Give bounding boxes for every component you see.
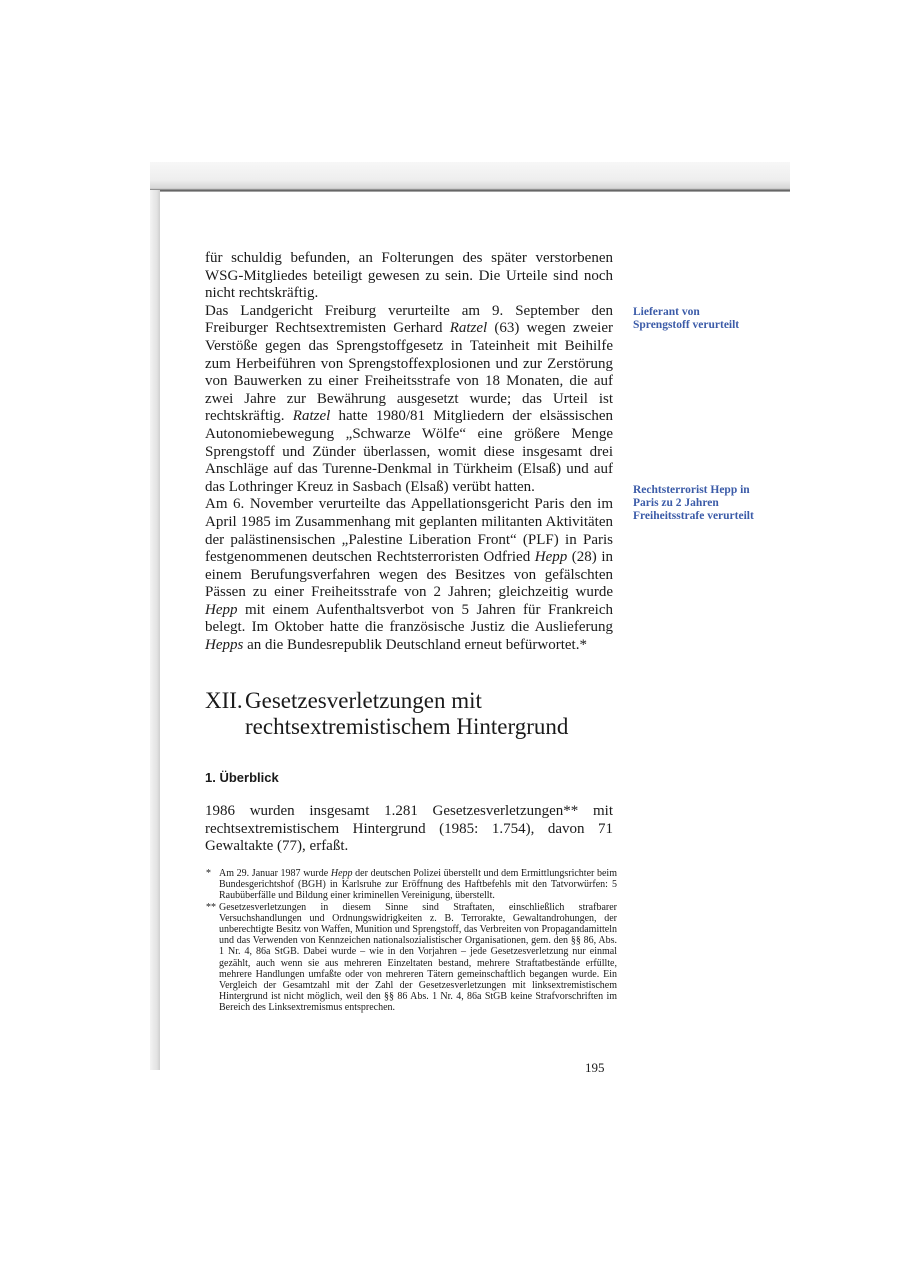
page-number: 195 bbox=[585, 1060, 605, 1075]
text-run: Am 29. Januar 1987 wurde bbox=[219, 868, 331, 879]
person-name: Hepp bbox=[205, 601, 238, 618]
margin-note-hepp-paris: Rechtsterrorist Hepp in Paris zu 2 Jahren Freiheitsstrafe verurteilt bbox=[633, 484, 754, 522]
footnote-marker: * bbox=[206, 868, 211, 879]
section-title: Gesetzesverletzungen mit rechtsextremistischem Hintergrund bbox=[245, 688, 569, 739]
text-run: hatte 1980/81 Mitgliedern der elsässischen Autonomiebewegung „Schwarze Wölfe“ eine größere Menge Sprengstoff und Zünder überlassen, womit diese insgesamt drei Anschläge auf das Turenne-Denkmal in Türkheim (Elsaß) und auf das Lothringer Kreuz in Sasbach (Elsaß) verübt hatten. bbox=[205, 408, 613, 495]
text-run: (63) wegen zweier Verstöße gegen das Sprengstoffgesetz in Tateinheit mit Beihilfe zum Herbeiführen von Sprengstoffexplosionen und zur Zerstörung von Bauwerken zu einer Freiheitsstrafe von 18 Monaten, die auf zwei Jahre zur Bewährung ausgesetzt wurde; das Urteil ist rechtskräftig. bbox=[205, 320, 613, 425]
text-run: der deutschen Polizei überstellt und dem Ermittlungsrichter beim Bundesgerichtshof (BGH) in Karlsruhe zur Eröffnung des Haftbefehls mit den Tatvorwürfen: 5 Raubüberfälle und Bildung einer kriminellen Vereinigung, überstellt. bbox=[219, 868, 617, 902]
text-run: Gesetzesverletzungen in diesem Sinne sind Straftaten, einschließlich strafbarer Versuchshandlungen und Ordnungswidrigkeiten z. B. Terrorakte, Gewaltandrohungen, der unberechtigte Besitz von Waffen, Munition und Sprengstoff, das Verbreiten von Propagandamitteln und das Verwenden von Kennzeichen nationalsozialistischer Organisationen, gem. den §§ 86, Abs. 1 Nr. 4, 86a StGB. Dabei wurde – wie in den Vorjahren – jede Gesetzesverletzung nur einmal gezählt, auch wenn sie aus mehreren Einzeltaten bestand, mehrere Straftatbestände erfüllte, mehrere Handlungen umfaßte oder von mehreren Tätern gemeinschaftlich begangen wurde. Ein Vergleich der Gesamtzahl mit der Zahl der Gesetzesverletzungen mit linksextremistischem Hintergrund ist nicht möglich, weil den §§ 86 Abs. 1 Nr. 4, 86a StGB keine Strafvorschriften im Bereich des Linksextremismus entsprechen. bbox=[219, 901, 617, 1014]
person-name: Hepp bbox=[534, 549, 568, 566]
person-name: Ratzel bbox=[292, 408, 331, 425]
text-run: an die Bundesrepublik Deutschland erneut befürwortet.* bbox=[243, 637, 587, 654]
text-run: mit einem Aufenthaltsverbot von 5 Jahren für Frankreich belegt. Im Oktober hatte die französische Justiz die Auslieferung bbox=[205, 601, 613, 636]
overview-paragraph: 1986 wurden insgesamt 1.281 Gesetzesverletzungen** mit rechtsextremistischem Hintergrund (1985: 1.754), davon 71 Gewaltakte (77), erfaßt. bbox=[205, 803, 613, 855]
section-number: XII. bbox=[205, 688, 243, 713]
ratzel-paragraph bbox=[205, 303, 613, 497]
overview-text-block bbox=[205, 803, 613, 856]
footnote-marker: ** bbox=[206, 901, 216, 913]
hepp-paragraph bbox=[205, 496, 613, 654]
person-name: Hepp bbox=[330, 868, 353, 879]
footnote bbox=[205, 902, 617, 1014]
text-run: (28) in einem Berufungsverfahren wegen des Besitzes von gefälschten Pässen zu einer Freiheitsstrafe von 2 Jahren; gleichzeitig wurde bbox=[205, 549, 613, 601]
continuation-paragraph: für schuldig befunden, an Folterungen des später verstorbenen WSG-Mitgliedes beteiligt gewesen zu sein. Die Urteile sind noch nicht rechtskräftig. bbox=[205, 250, 613, 302]
footnotes bbox=[205, 868, 617, 1014]
subsection-heading: 1. Überblick bbox=[205, 770, 279, 785]
main-text-block bbox=[205, 250, 613, 655]
person-name: Ratzel bbox=[449, 320, 488, 337]
person-name: Hepps bbox=[205, 637, 244, 654]
footnote bbox=[205, 868, 617, 902]
text-run: Das Landgericht Freiburg verurteilte am 9. September den Freiburger Rechtsextremisten Gerhard bbox=[205, 302, 613, 337]
margin-note-explosives-supplier: Lieferant von Sprengstoff verurteilt bbox=[633, 306, 740, 331]
text-run: Am 6. November verurteilte das Appellationsgericht Paris den im April 1985 im Zusammenhang mit geplanten militanten Aktivitäten der palästinensischen „Palestine Liberation Front“ (PLF) in Paris festgenommenen deutschen Rechtsterroristen Odfried bbox=[205, 496, 613, 566]
